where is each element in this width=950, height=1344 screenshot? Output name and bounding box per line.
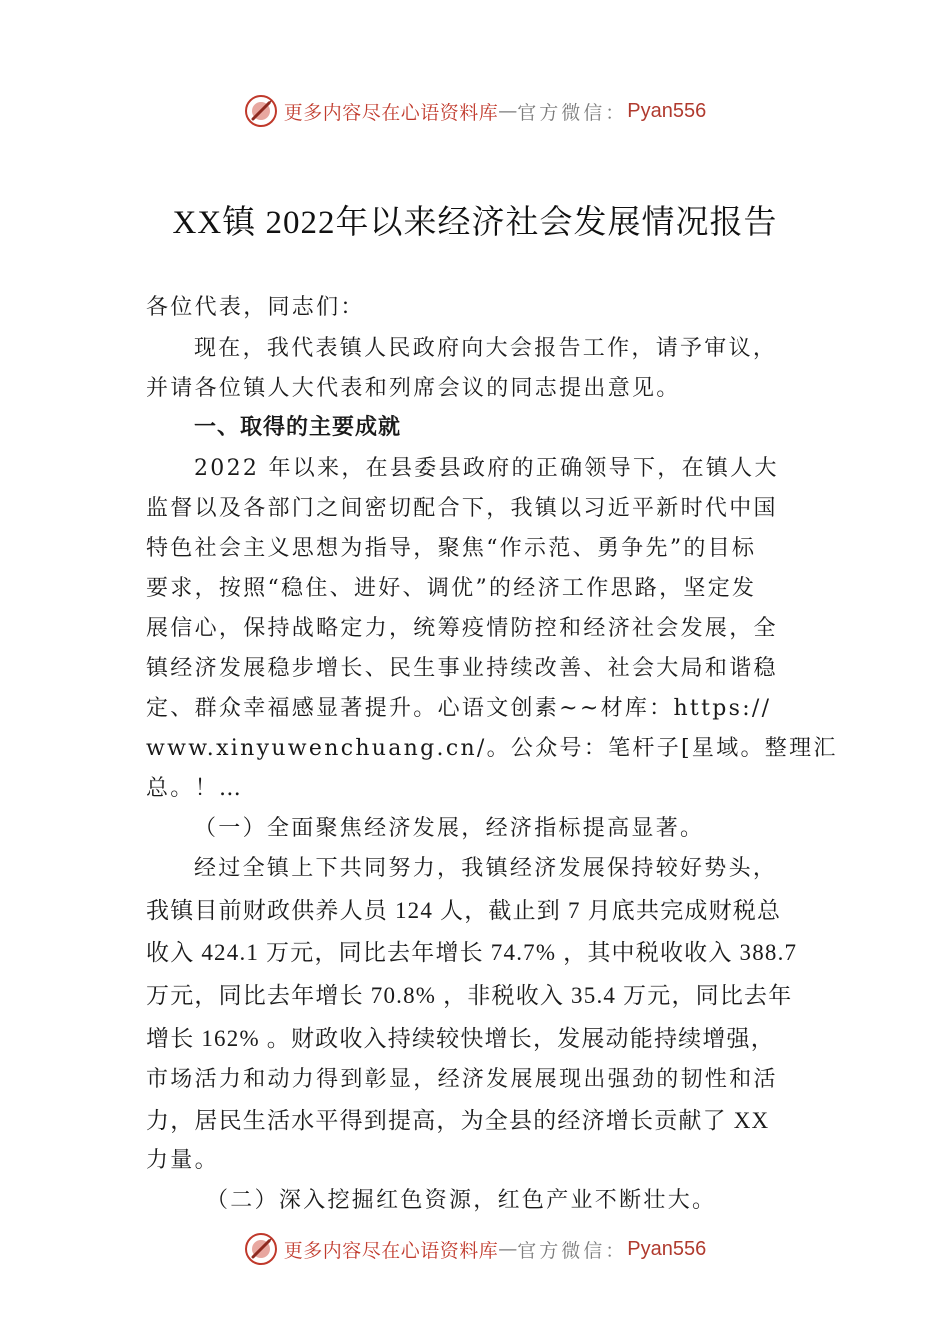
paragraph-line: 并请各位镇人大代表和列席会议的同志提出意见。: [146, 376, 681, 401]
paragraph-line: 定、群众幸福感显著提升。心语文创素~~材库：https://: [146, 696, 772, 721]
paragraph-line: 监督以及各部门之间密切配合下，我镇以习近平新时代中国: [146, 496, 778, 521]
watermark-wechat-id: Pyan556: [627, 1237, 707, 1260]
watermark-wechat-id: Pyan556: [627, 99, 707, 122]
brush-logo-icon: [244, 1232, 278, 1266]
section-heading: 一、取得的主要成就: [194, 415, 402, 440]
paragraph-line: 市场活力和动力得到彰显，经济发展展现出强劲的韧性和活: [146, 1067, 778, 1092]
document-title: XX镇 2022年以来经济社会发展情况报告: [172, 205, 778, 241]
paragraph-line: 总。！…: [146, 776, 244, 801]
subsection-heading: （二）深入挖掘红色资源，红色产业不断壮大。: [206, 1188, 717, 1213]
paragraph-line: 万元，同比去年增长 70.8% ，非税收入 35.4 万元，同比去年: [146, 983, 793, 1008]
paragraph-line: 镇经济发展稳步增长、民生事业持续改善、社会大局和谐稳: [146, 656, 778, 681]
watermark-separator: —: [498, 1238, 518, 1260]
paragraph-line: 力量。: [146, 1148, 219, 1173]
paragraph-line: 力，居民生活水平得到提高，为全县的经济增长贡献了 XX: [146, 1108, 770, 1133]
footer-watermark: [0, 1232, 950, 1266]
salutation: 各位代表，同志们：: [146, 295, 365, 320]
paragraph-line: 展信心，保持战略定力，统筹疫情防控和经济社会发展，全: [146, 616, 778, 641]
paragraph-line: 现在，我代表镇人民政府向大会报告工作，请予审议，: [194, 336, 778, 361]
paragraph-line: 我镇目前财政供养人员 124 人，截止到 7 月底共完成财税总: [146, 898, 782, 923]
watermark-wechat-label: 官方微信：: [517, 1239, 628, 1262]
subsection-heading: （一）全面聚焦经济发展，经济指标提高显著。: [194, 816, 705, 841]
paragraph-line: 特色社会主义思想为指导，聚焦“作示范、勇争先”的目标: [146, 536, 757, 561]
paragraph-line: 收入 424.1 万元，同比去年增长 74.7% ，其中税收收入 388.7: [146, 940, 798, 965]
paragraph-line: 2022 年以来，在县委县政府的正确领导下，在镇人大: [194, 456, 779, 481]
paragraph-line: 增长 162% 。财政收入持续较快增长，发展动能持续增强，: [146, 1026, 775, 1051]
watermark-main: 更多内容尽在心语资料库: [283, 101, 499, 124]
watermark-separator: —: [498, 100, 518, 122]
paragraph-line: www.xinyuwenchuang.cn/。公众号：笔杆子[星域。整理汇: [146, 736, 838, 761]
header-watermark: [0, 94, 950, 128]
paragraph-line: 要求，按照“稳住、进好、调优”的经济工作思路，坚定发: [146, 576, 757, 601]
paragraph-line: 经过全镇上下共同努力，我镇经济发展保持较好势头，: [194, 856, 778, 881]
watermark-main: 更多内容尽在心语资料库: [283, 1239, 499, 1262]
watermark-wechat-label: 官方微信：: [517, 101, 628, 124]
brush-logo-icon: [244, 94, 278, 128]
